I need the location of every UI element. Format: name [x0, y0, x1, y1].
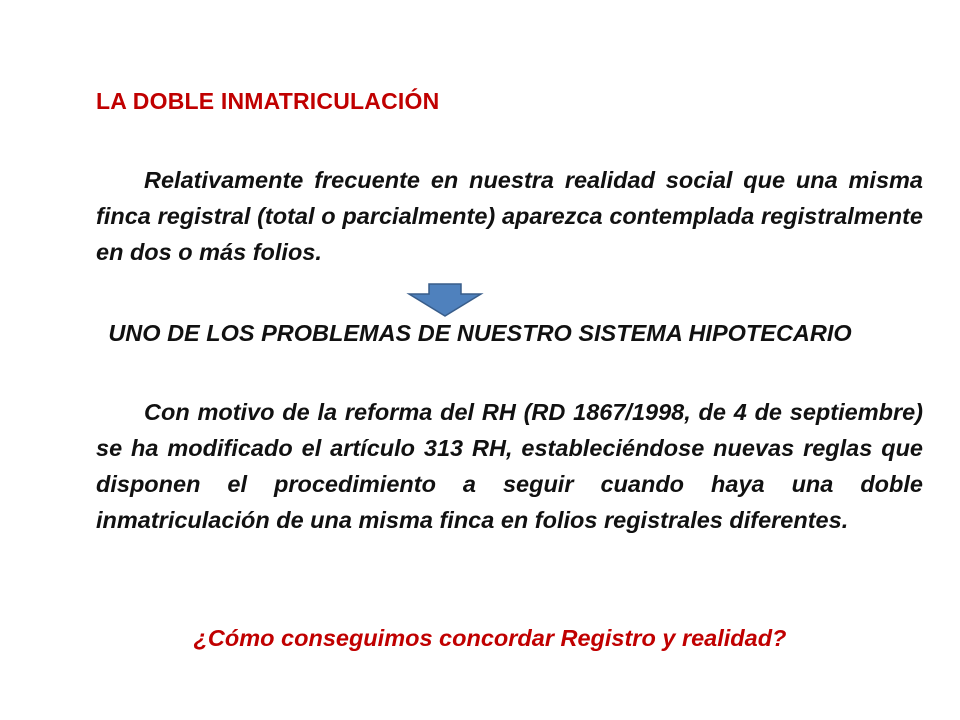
- closing-question-text: ¿Cómo conseguimos concordar Registro y realidad?: [193, 625, 787, 651]
- down-arrow-shape: [409, 284, 481, 316]
- down-arrow-icon: [405, 282, 485, 318]
- slide-title: LA DOBLE INMATRICULACIÓN: [96, 88, 440, 114]
- paragraph-reform: Con motivo de la reforma del RH (RD 1867/1998, de 4 de septiembre) se ha modificado el artículo 313 RH, estableciéndose nuevas reglas que disponen el procedimiento a seguir cuando haya una doble inmatriculación de una misma finca en folios registrales diferentes.: [96, 399, 923, 533]
- closing-question: [0, 625, 960, 652]
- problem-heading: UNO DE LOS PROBLEMAS DE NUESTRO SISTEMA HIPOTECARIO: [108, 320, 852, 346]
- paragraph-definition: Relativamente frecuente en nuestra realidad social que una misma finca registral (total o parcialmente) aparezca contemplada registralmente en dos o más folios.: [96, 167, 923, 265]
